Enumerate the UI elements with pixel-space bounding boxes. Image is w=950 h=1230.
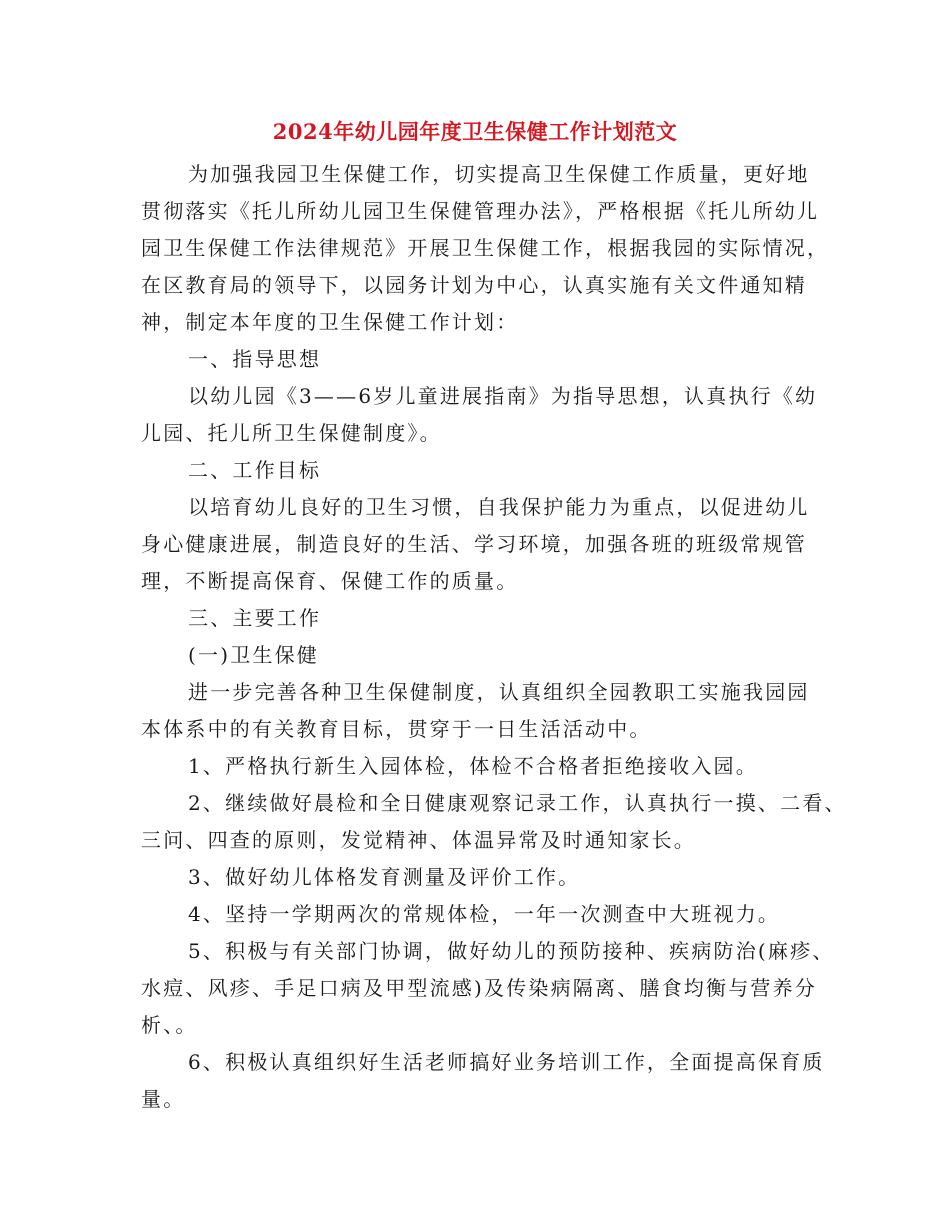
paragraph-line: 本体系中的有关教育目标，贯穿于一日生活活动中。 bbox=[141, 717, 652, 741]
paragraph-line: 园卫生保健工作法律规范》开展卫生保健工作，根据我园的实际情况， bbox=[141, 236, 830, 260]
section-heading: 二、工作目标 bbox=[188, 458, 322, 482]
document-title: 2024年幼儿园年度卫生保健工作计划范文 bbox=[272, 119, 678, 144]
list-item: 2、继续做好晨检和全日健康观察记录工作，认真执行一摸、二看、 bbox=[188, 791, 847, 815]
paragraph-line: 在区教育局的领导下，以园务计划为中心，认真实施有关文件通知精 bbox=[141, 273, 807, 297]
list-item-continuation: 三问、四查的原则，发觉精神、体温异常及时通知家长。 bbox=[141, 828, 696, 852]
paragraph-line: 贯彻落实《托儿所幼儿园卫生保健管理办法》，严格根据《托儿所幼儿 bbox=[141, 199, 820, 223]
paragraph-line: 身心健康进展，制造良好的生活、学习环境，加强各班的班级常规管 bbox=[141, 532, 807, 556]
paragraph-line: 进一步完善各种卫生保健制度，认真组织全园教职工实施我园园 bbox=[188, 680, 810, 704]
paragraph-line: 理，不断提高保育、保健工作的质量。 bbox=[141, 569, 519, 593]
list-item-continuation: 析、。 bbox=[141, 1013, 198, 1037]
paragraph-line: 神，制定本年度的卫生保健工作计划： bbox=[141, 310, 519, 334]
list-item: 1、严格执行新生入园体检，体检不合格者拒绝接收入园。 bbox=[188, 754, 758, 778]
subsection-heading: (一)卫生保健 bbox=[188, 643, 320, 667]
list-item-continuation: 水痘、风疹、手足口病及甲型流感)及传染病隔离、膳食均衡与营养分 bbox=[141, 976, 818, 1000]
list-item: 4、坚持一学期两次的常规体检，一年一次测查中大班视力。 bbox=[188, 902, 781, 926]
section-heading: 一、指导思想 bbox=[188, 347, 322, 371]
list-item: 3、做好幼儿体格发育测量及评价工作。 bbox=[188, 865, 581, 889]
paragraph-line: 为加强我园卫生保健工作，切实提高卫生保健工作质量，更好地 bbox=[188, 162, 810, 186]
list-item: 6、积极认真组织好生活老师搞好业务培训工作，全面提高保育质 bbox=[188, 1050, 825, 1074]
paragraph-line: 儿园、托儿所卫生保健制度》。 bbox=[141, 421, 442, 445]
paragraph-line: 以培育幼儿良好的卫生习惯，自我保护能力为重点，以促进幼儿 bbox=[188, 495, 810, 519]
paragraph-line: 以幼儿园《3——6岁儿童进展指南》为指导思想，认真执行《幼 bbox=[188, 384, 818, 408]
list-item-continuation: 量。 bbox=[141, 1087, 186, 1111]
list-item: 5、积极与有关部门协调，做好幼儿的预防接种、疾病防治(麻疹、 bbox=[188, 939, 835, 963]
section-heading: 三、主要工作 bbox=[188, 606, 322, 630]
